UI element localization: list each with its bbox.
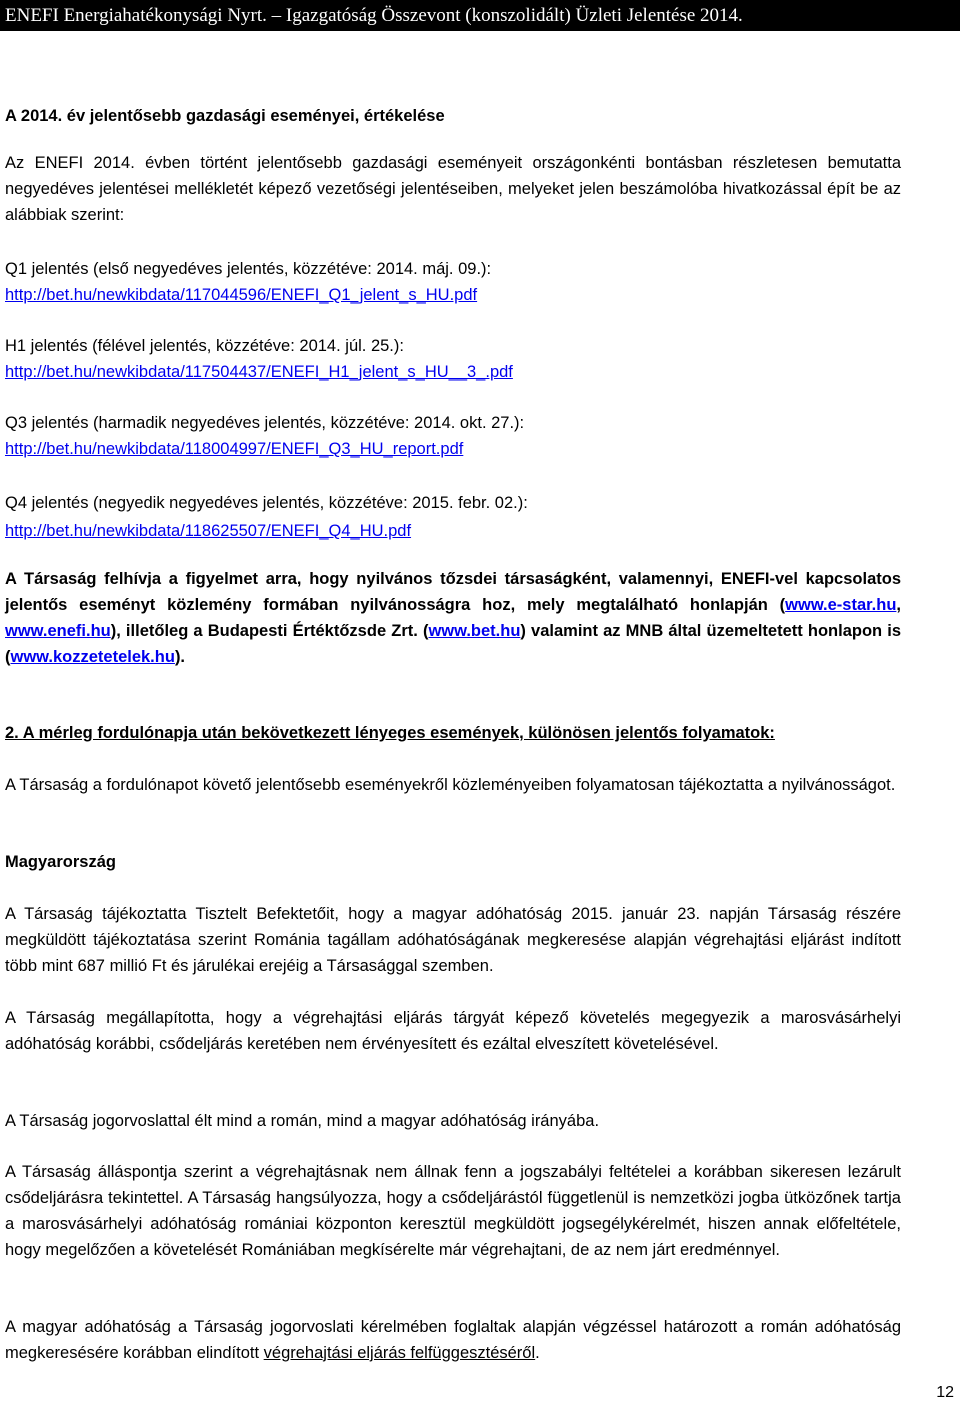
report-q1-link[interactable]: http://bet.hu/newkibdata/117044596/ENEFI_Q1_jelent_s_HU.pdf	[5, 286, 478, 304]
report-h1-link[interactable]: http://bet.hu/newkibdata/117504437/ENEFI_H1_jelent_s_HU__3_.pdf	[5, 363, 513, 381]
notice-text-2: ,	[896, 596, 901, 614]
report-q4-link[interactable]: http://bet.hu/newkibdata/118625507/ENEFI_Q4_HU.pdf	[5, 522, 412, 540]
enefi-link[interactable]: www.enefi.hu	[5, 622, 111, 640]
report-q3-label: Q3 jelentés (harmadik negyedéves jelentés, közzétéve: 2014. okt. 27.):	[5, 414, 525, 432]
paragraph-company-position: A Társaság álláspontja szerint a végrehajtásnak nem állnak fenn a jogszabályi feltételei a korábban sikeresen lezárult csődeljárásra tekintettel. A Társaság hangsúlyozza, hogy a csődeljárástól függetlenül is nemzetközi jogba ütközőnek tartja a marosvásárhelyi adóhatóság romániai központon keresztül megküldött jogsegélykérelmét, hiszen annak előfeltétele, hogy megelőzően a követelését Romániában megkísérelte már végrehajtani, de az nem járt eredménnyel.	[5, 1163, 901, 1259]
paragraph-claim-match: A Társaság megállapította, hogy a végrehajtási eljárás tárgyát képező követelés megegyezik a marosvásárhelyi adóhatóság korábbi, csődeljárás keretében nem érvényesített és ezáltal elveszített követelésével.	[5, 1009, 901, 1053]
bet-link[interactable]: www.bet.hu	[428, 622, 521, 640]
paragraph-enforcement: A Társaság tájékoztatta Tisztelt Befektetőit, hogy a magyar adóhatóság 2015. január 23. napján Társaság részére megküldött tájékoztatása szerint Románia tagállam adóhatóságának megkeresése alapján végrehajtási eljárást indított több mint 687 millió Ft és járulékai erejéig a Társasággal szemben.	[5, 905, 901, 975]
section-2-intro: A Társaság a fordulónapot követő jelentősebb eseményekről közleményeiben folyamatosan tájékoztatta a nyilvánosságot.	[5, 776, 896, 794]
report-h1-label: H1 jelentés (félével jelentés, közzétéve: 2014. júl. 25.):	[5, 337, 404, 355]
kozzetetelek-link[interactable]: www.kozzetetelek.hu	[10, 648, 175, 666]
paragraph-suspension	[5, 1314, 901, 1366]
subsection-title-hungary: Magyarország	[5, 853, 116, 871]
page-number: 12	[936, 1384, 954, 1401]
section-2-title: 2. A mérleg fordulónapja után bekövetkezett lényeges események, különösen jelentős folyamatok:	[5, 724, 775, 742]
report-q1-label: Q1 jelentés (első negyedéves jelentés, közzétéve: 2014. máj. 09.):	[5, 260, 492, 278]
notice-text-4: ) valamint az MNB által üzemeltetett honlapon is (	[5, 622, 902, 666]
notice-text-3: ), illetőleg a Budapesti Értéktőzsde Zrt. (	[110, 622, 429, 640]
notice-text-1: A Társaság felhívja a figyelmet arra, hogy nyilvános tőzsdei társaságként, valamennyi, ENEFI-vel kapcsolatos jelentős eseményt közlemény formában nyilvánosságra hoz, mely megtalálható honlapján (	[5, 570, 901, 614]
document-header: ENEFI Energiahatékonysági Nyrt. – Igazgatóság Összevont (konszolidált) Üzleti Jelentése 2014.	[0, 0, 960, 31]
disclosure-notice	[5, 566, 901, 670]
report-q4-label: Q4 jelentés (negyedik negyedéves jelentés, közzétéve: 2015. febr. 02.):	[5, 494, 528, 512]
section-1-title: A 2014. év jelentősebb gazdasági eseményei, értékelése	[5, 107, 445, 125]
notice-text-5: ).	[174, 648, 186, 666]
suspension-text-2: .	[535, 1344, 540, 1362]
suspension-text-1: A magyar adóhatóság a Társaság jogorvoslati kérelmében foglaltak alapján végzéssel határozott a román adóhatóság megkeresésére korábban elindított	[5, 1318, 901, 1362]
suspension-emphasis: végrehajtási eljárás felfüggesztéséről	[263, 1344, 536, 1362]
estar-link[interactable]: www.e-star.hu	[785, 596, 897, 614]
section-1-intro: Az ENEFI 2014. évben történt jelentősebb gazdasági eseményeit országonkénti bontásban részletesen bemutatta negyedéves jelentései mellékletét képező vezetőségi jelentéseiben, melyeket jelen beszámolóba hivatkozással épít be az alábbiak szerint:	[5, 154, 901, 224]
paragraph-legal-remedy: A Társaság jogorvoslattal élt mind a román, mind a magyar adóhatóság irányába.	[5, 1112, 600, 1130]
report-q3-link[interactable]: http://bet.hu/newkibdata/118004997/ENEFI_Q3_HU_report.pdf	[5, 440, 464, 458]
